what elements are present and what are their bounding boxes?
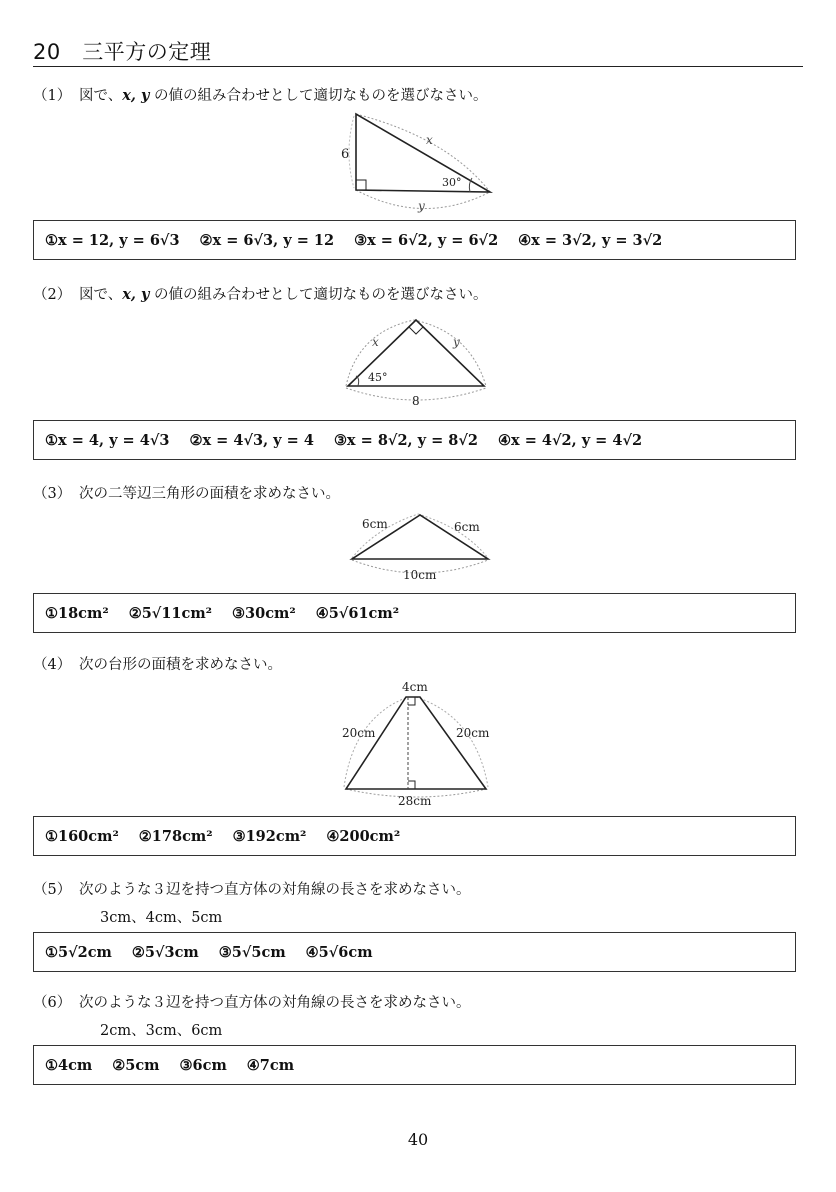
answer-choices-2: [33, 420, 796, 460]
answer-choices-5: [33, 932, 796, 972]
label-y: y: [453, 335, 460, 349]
question-text-post: の値の組み合わせとして適切なものを選びなさい。: [149, 287, 488, 303]
choice-1[interactable]: ①x = 4, y = 4√3: [45, 431, 170, 449]
question-text-pre: 図で、: [79, 88, 123, 104]
question-variables: x, y: [122, 286, 150, 303]
label-side: 6: [341, 147, 350, 162]
label-right: 20cm: [456, 726, 490, 740]
label-base: 10cm: [403, 568, 437, 582]
label-y: y: [418, 199, 425, 213]
question-number: （5）: [33, 882, 72, 898]
label-left: 6cm: [362, 517, 388, 531]
question-number: （4）: [33, 657, 72, 673]
question-number: （6）: [33, 995, 72, 1011]
answer-choices-1: [33, 220, 796, 260]
choice-3[interactable]: ③x = 6√2, y = 6√2: [354, 231, 499, 249]
label-x: x: [372, 335, 379, 349]
choice-1[interactable]: ①x = 12, y = 6√3: [45, 231, 180, 249]
given-sides: 2cm、3cm、6cm: [100, 1023, 223, 1039]
choice-2[interactable]: ②x = 4√3, y = 4: [189, 431, 314, 449]
choice-2[interactable]: ②5√3cm: [131, 943, 199, 961]
choice-2[interactable]: ②x = 6√3, y = 12: [199, 231, 335, 249]
label-x: x: [426, 133, 433, 147]
choice-4[interactable]: ④5√6cm: [305, 943, 373, 961]
figure-isosceles-triangle: [346, 510, 494, 584]
label-right: 6cm: [454, 520, 480, 534]
question-variables: x, y: [122, 87, 150, 104]
question-4: [33, 653, 282, 674]
figure-right-isosceles-triangle: [338, 312, 494, 408]
label-top: 4cm: [402, 680, 428, 694]
question-1: [33, 84, 488, 105]
choice-3[interactable]: ③5√5cm: [218, 943, 286, 961]
choice-2[interactable]: ②5cm: [112, 1056, 160, 1074]
question-number: （2）: [33, 287, 72, 303]
choice-4[interactable]: ④200cm²: [326, 827, 401, 845]
choice-2[interactable]: ②178cm²: [138, 827, 213, 845]
choice-4[interactable]: ④7cm: [246, 1056, 295, 1074]
choice-4[interactable]: ④5√61cm²: [315, 604, 400, 622]
given-sides: 3cm、4cm、5cm: [100, 910, 223, 926]
choice-4[interactable]: ④x = 3√2, y = 3√2: [518, 231, 663, 249]
choice-1[interactable]: ①160cm²: [45, 827, 119, 845]
question-text: 次のような３辺を持つ直方体の対角線の長さを求めなさい。: [79, 882, 471, 898]
question-number: （3）: [33, 486, 72, 502]
question-5: [33, 878, 471, 899]
question-6: [33, 991, 471, 1012]
page-number: 40: [407, 1130, 429, 1149]
page-title: 20 三平方の定理: [33, 40, 212, 64]
question-3: [33, 482, 340, 503]
choice-2[interactable]: ②5√11cm²: [128, 604, 213, 622]
answer-choices-3: [33, 593, 796, 633]
question-text-post: の値の組み合わせとして適切なものを選びなさい。: [149, 88, 488, 104]
question-text: 次の二等辺三角形の面積を求めなさい。: [79, 486, 340, 502]
figure-right-triangle-30: [338, 108, 502, 214]
choice-1[interactable]: ①4cm: [45, 1056, 93, 1074]
question-text: 次の台形の面積を求めなさい。: [79, 657, 282, 673]
choice-3[interactable]: ③x = 8√2, y = 8√2: [333, 431, 479, 449]
choice-1[interactable]: ①18cm²: [45, 604, 109, 622]
label-angle: 45°: [368, 371, 388, 384]
answer-choices-4: [33, 816, 796, 856]
choice-1[interactable]: ①5√2cm: [45, 943, 112, 961]
label-base: 28cm: [398, 794, 432, 808]
label-left: 20cm: [342, 726, 376, 740]
choice-3[interactable]: ③6cm: [179, 1056, 227, 1074]
section-header: [33, 34, 803, 67]
choice-4[interactable]: ④x = 4√2, y = 4√2: [498, 431, 643, 449]
label-base: 8: [412, 394, 420, 408]
figure-trapezoid: [336, 677, 498, 809]
question-text-pre: 図で、: [79, 287, 123, 303]
choice-3[interactable]: ③192cm²: [232, 827, 307, 845]
question-2: [33, 283, 488, 304]
choice-3[interactable]: ③30cm²: [232, 604, 296, 622]
question-text: 次のような３辺を持つ直方体の対角線の長さを求めなさい。: [79, 995, 471, 1011]
question-number: （1）: [33, 88, 72, 104]
label-angle: 30°: [442, 176, 462, 189]
answer-choices-6: [33, 1045, 796, 1085]
